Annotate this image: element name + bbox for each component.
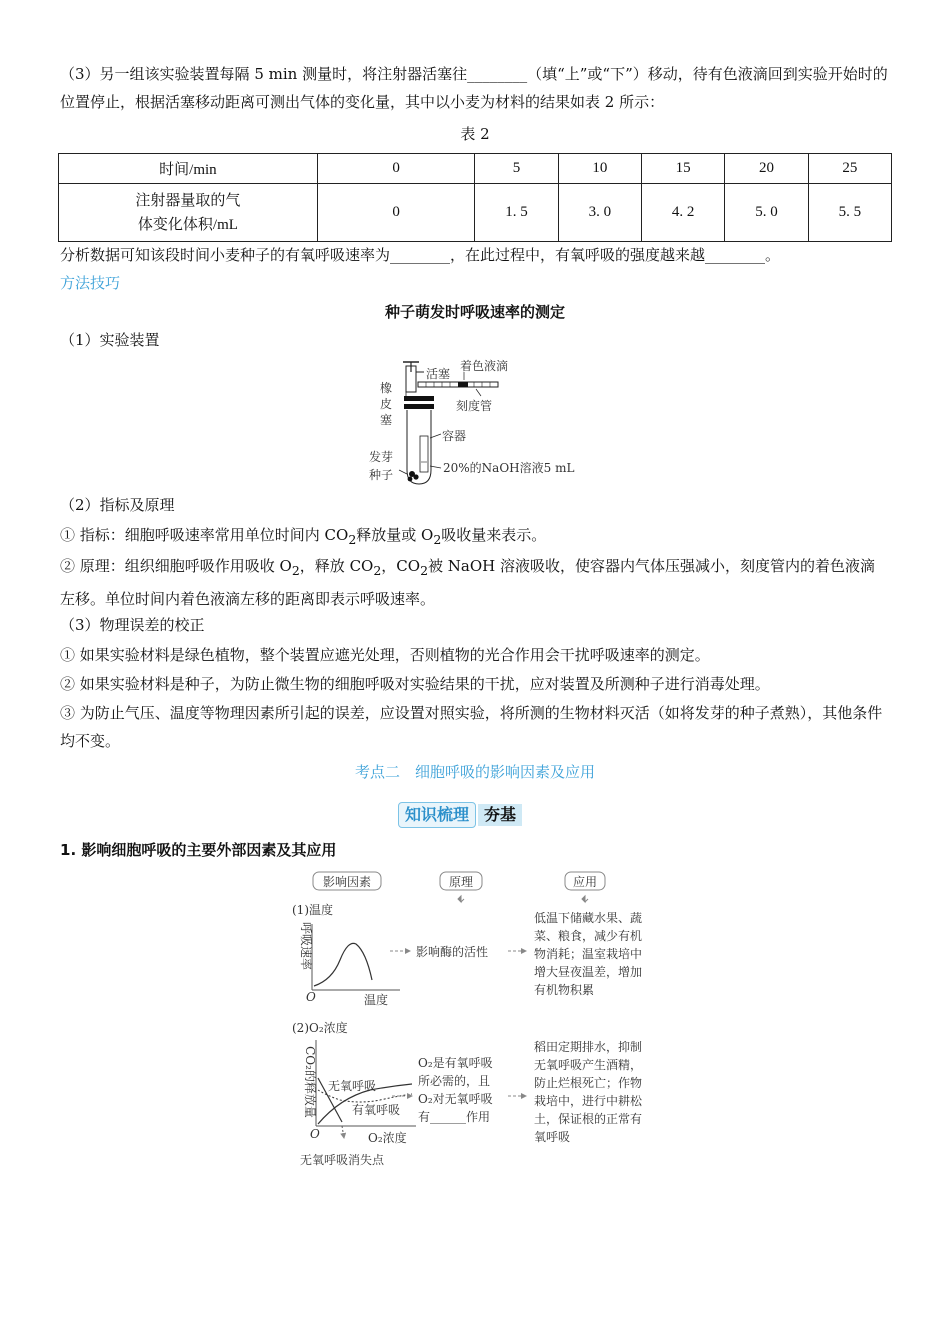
label-container: 容器 bbox=[442, 429, 467, 443]
factors-diagram bbox=[280, 868, 680, 1173]
label-naoh: 20%的NaOH溶液5 mL bbox=[443, 461, 575, 475]
label-scale-tube: 刻度管 bbox=[456, 399, 493, 413]
temp-title: (1)温度 bbox=[292, 903, 333, 917]
svg-text:所必需的，且: 所必需的，且 bbox=[418, 1074, 491, 1088]
correction-3: ③ 为防止气压、温度等物理因素所引起的误差，应设置对照实验，将所测的生物材料灭活（如将发芽的种子煮熟），其他条件均不变。 bbox=[60, 704, 883, 750]
table-header-volume bbox=[59, 184, 318, 242]
heading-factors: 1. 影响细胞呼吸的主要外部因素及其应用 bbox=[60, 841, 337, 859]
indicator-text: ① 指标：细胞呼吸速率常用单位时间内 $CO_2$释放量或 $O_2$吸收量来表示。 bbox=[60, 526, 547, 547]
table-cell: 5. 5 bbox=[808, 184, 891, 242]
table-header-volume-line1: 注射器量取的气 bbox=[135, 192, 241, 209]
table-caption: 表 2 bbox=[460, 125, 490, 143]
correction-1: ① 如果实验材料是绿色植物，整个装置应遮光处理，否则植物的光合作用会干扰呼吸速率的测定。 bbox=[60, 646, 710, 664]
table-cell: 25 bbox=[808, 154, 891, 184]
table-row bbox=[59, 154, 892, 184]
vanish-point-label: 无氧呼吸消失点 bbox=[300, 1153, 385, 1167]
banner-right-label: 夯基 bbox=[478, 804, 522, 826]
table-cell: 3. 0 bbox=[558, 184, 641, 242]
table-cell: 15 bbox=[641, 154, 724, 184]
svg-text:氧呼吸: 氧呼吸 bbox=[534, 1130, 571, 1144]
svg-text:土，保证根的正常有: 土，保证根的正常有 bbox=[534, 1112, 643, 1126]
principle-text: ② 原理：组织细胞呼吸作用吸收 $O_2$，释放 $CO_2$，$CO_2$被 NaOH 溶液吸收，使容器内气体压强减小，刻度管内的着色液滴左移。单位时间内着色液滴左移的距离即表示呼吸速率。 bbox=[60, 557, 876, 608]
data-table bbox=[58, 153, 892, 242]
o2-y-label: CO₂的释放量 bbox=[303, 1046, 317, 1118]
analysis-text: 分析数据可知该段时间小麦种子的有氧呼吸速率为________，在此过程中，有氧呼吸的强度越来越________。 bbox=[60, 246, 781, 264]
svg-text:增大昼夜温差，增加: 增大昼夜温差，增加 bbox=[534, 965, 643, 979]
head-principle: 原理 bbox=[448, 875, 474, 889]
inner-container bbox=[420, 436, 428, 472]
temp-principle: 影响酶的活性 bbox=[416, 945, 489, 959]
section-indicator: （2）指标及原理 bbox=[60, 496, 175, 514]
o2-principle bbox=[418, 1056, 493, 1124]
correction-2: ② 如果实验材料是种子，为防止微生物的细胞呼吸对实验结果的干扰，应对装置及所测种子进行消毒处理。 bbox=[60, 675, 770, 693]
colored-droplet bbox=[458, 382, 468, 387]
table-cell: 4. 2 bbox=[641, 184, 724, 242]
label-stopper-1: 橡 bbox=[380, 381, 393, 395]
method-tag: 方法技巧 bbox=[60, 274, 121, 292]
table-cell: 0 bbox=[317, 154, 475, 184]
label-stopper-2: 皮 bbox=[380, 397, 393, 411]
knowledge-banner bbox=[398, 802, 522, 828]
o2-application bbox=[534, 1039, 643, 1144]
apparatus-diagram bbox=[366, 358, 596, 488]
table-cell: 20 bbox=[725, 154, 808, 184]
svg-text:菜、粮食，减少有机: 菜、粮食，减少有机 bbox=[534, 929, 643, 943]
label-stopper-3: 塞 bbox=[380, 413, 393, 427]
table-header-volume-line2: 体变化体积/mL bbox=[137, 216, 238, 233]
banner-left-label: 知识梳理 bbox=[398, 802, 476, 828]
label-seed-2: 种子 bbox=[369, 468, 394, 482]
table-cell: 5 bbox=[475, 154, 558, 184]
method-title: 种子萌发时呼吸速率的测定 bbox=[384, 303, 565, 321]
svg-text:防止烂根死亡；作物: 防止烂根死亡；作物 bbox=[534, 1076, 643, 1090]
temp-application bbox=[534, 910, 642, 997]
head-application: 应用 bbox=[572, 875, 598, 889]
table-cell: 0 bbox=[317, 184, 475, 242]
svg-text:有机物积累: 有机物积累 bbox=[534, 983, 595, 997]
table-header-time: 时间/min bbox=[59, 154, 318, 184]
label-seed-1: 发芽 bbox=[369, 450, 394, 464]
o2-x-label: O₂浓度 bbox=[368, 1131, 407, 1145]
section-apparatus: （1）实验装置 bbox=[60, 331, 160, 349]
question-3-text: （3）另一组该实验装置每隔 5 min 测量时，将注射器活塞往________（填“上”或“下”）移动，待有色液滴回到实验开始时的位置停止，根据活塞移动距离可测出气体的变化量，其中以小麦为材料的结果如表 2 所示： bbox=[60, 65, 888, 111]
section-correction: （3）物理误差的校正 bbox=[60, 616, 205, 634]
table-cell: 5. 0 bbox=[725, 184, 808, 242]
anaerobic-label: 无氧呼吸 bbox=[328, 1079, 377, 1093]
aerobic-label: 有氧呼吸 bbox=[352, 1103, 401, 1117]
label-droplet: 着色液滴 bbox=[460, 359, 509, 373]
svg-text:物消耗；温室栽培中: 物消耗；温室栽培中 bbox=[534, 947, 643, 961]
rubber-stopper bbox=[404, 396, 434, 401]
o2-title: (2)O₂浓度 bbox=[292, 1021, 348, 1035]
temp-curve bbox=[314, 943, 372, 986]
table-row bbox=[59, 184, 892, 242]
temp-origin: O bbox=[306, 990, 316, 1004]
head-factors: 影响因素 bbox=[322, 875, 372, 889]
label-plunger: 活塞 bbox=[426, 367, 451, 381]
svg-text:O₂是有氧呼吸: O₂是有氧呼吸 bbox=[418, 1056, 493, 1070]
svg-text:O₂对无氧呼吸: O₂对无氧呼吸 bbox=[418, 1092, 493, 1106]
svg-text:稻田定期排水，抑制: 稻田定期排水，抑制 bbox=[534, 1040, 643, 1054]
svg-text:无氧呼吸产生酒精，: 无氧呼吸产生酒精， bbox=[534, 1058, 643, 1072]
temp-x-label: 温度 bbox=[364, 993, 389, 1007]
section-heading: 考点二 细胞呼吸的影响因素及应用 bbox=[354, 763, 595, 781]
table-cell: 1. 5 bbox=[475, 184, 558, 242]
table-cell: 10 bbox=[558, 154, 641, 184]
svg-text:有______作用: 有______作用 bbox=[418, 1110, 491, 1124]
svg-text:低温下储藏水果、蔬: 低温下储藏水果、蔬 bbox=[534, 911, 643, 925]
o2-origin: O bbox=[310, 1127, 320, 1141]
svg-text:栽培中，进行中耕松: 栽培中，进行中耕松 bbox=[534, 1094, 643, 1108]
temp-y-label: 呼吸速率 bbox=[299, 921, 313, 971]
